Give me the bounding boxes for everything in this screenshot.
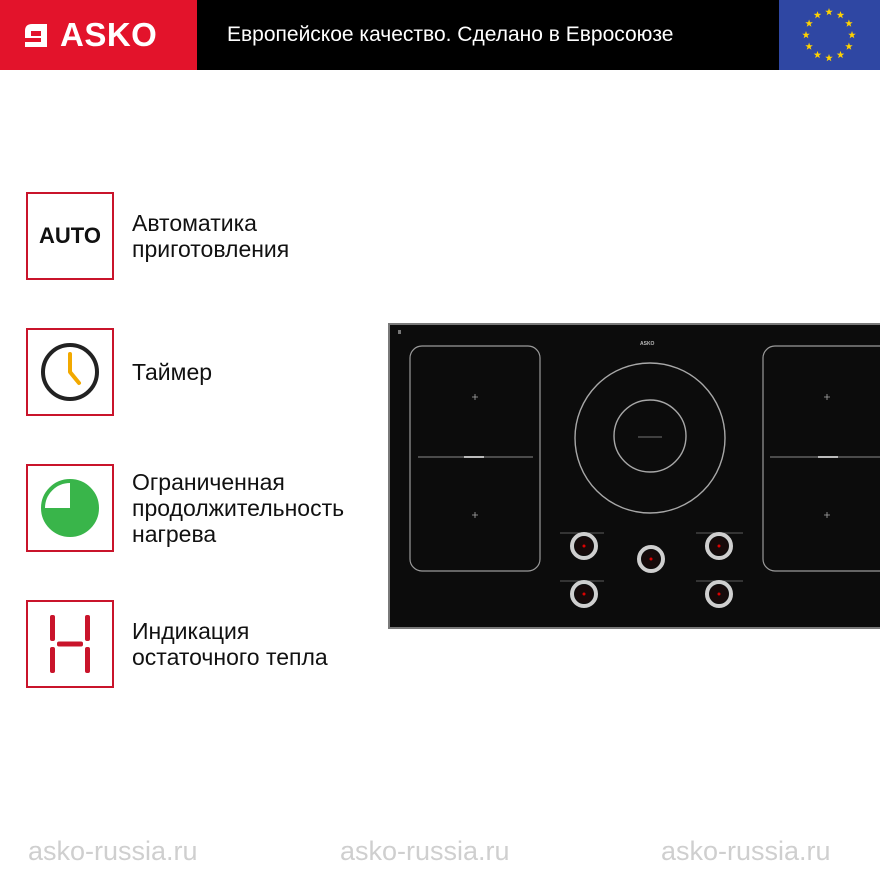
induction-hob-image (388, 323, 880, 629)
eu-star (814, 11, 822, 18)
feature-residual-heat (26, 600, 328, 688)
eu-star (837, 11, 845, 18)
footer-url-left[interactable]: asko-russia.ru (28, 836, 198, 866)
eu-star (805, 43, 813, 50)
feature-label (132, 618, 328, 670)
feature-line: Ограниченная (132, 469, 285, 495)
asko-logo[interactable] (0, 0, 197, 70)
feature-label (132, 359, 212, 385)
eu-star (825, 8, 833, 15)
feature-label (132, 210, 289, 262)
feature-line: Таймер (132, 359, 213, 385)
feature-timer (26, 328, 212, 416)
footer-url-right[interactable]: asko-russia.ru (661, 836, 831, 866)
brand-name: ASKO (60, 16, 158, 53)
feature-line: продолжительность (132, 495, 345, 521)
pie-timer-icon (26, 464, 114, 552)
clock-icon-graphic (39, 341, 101, 403)
feature-line: приготовления (132, 236, 290, 262)
feature-label (132, 469, 344, 547)
eu-stars-icon (779, 0, 880, 70)
clock-icon (26, 328, 114, 416)
hob-brand-mark: ASKO (640, 341, 655, 347)
auto-icon-text: AUTO (39, 223, 101, 248)
pie-timer-icon-graphic (39, 477, 101, 539)
feature-line: нагрева (132, 521, 217, 547)
eu-star (802, 31, 810, 38)
eu-star (825, 54, 833, 61)
eu-star (814, 51, 822, 58)
asko-logo-icon (22, 20, 52, 50)
feature-line: Автоматика (132, 210, 257, 236)
feature-line: остаточного тепла (132, 644, 328, 670)
eu-star (837, 51, 845, 58)
auto-icon (26, 192, 114, 280)
eu-star (848, 31, 856, 38)
segment-h-icon (40, 612, 100, 676)
slogan-text: Европейское качество. Сделано в Евросоюзе (227, 23, 674, 46)
eu-star (805, 20, 813, 27)
feature-auto (26, 192, 289, 280)
eu-flag (779, 0, 880, 70)
eu-star (845, 20, 853, 27)
residual-heat-h-icon (26, 600, 114, 688)
footer-url-center[interactable]: asko-russia.ru (340, 836, 510, 866)
eu-star (845, 43, 853, 50)
feature-limited-heating (26, 464, 344, 552)
slogan-bar (197, 0, 779, 70)
top-banner (0, 0, 880, 70)
feature-line: Индикация (132, 618, 250, 644)
